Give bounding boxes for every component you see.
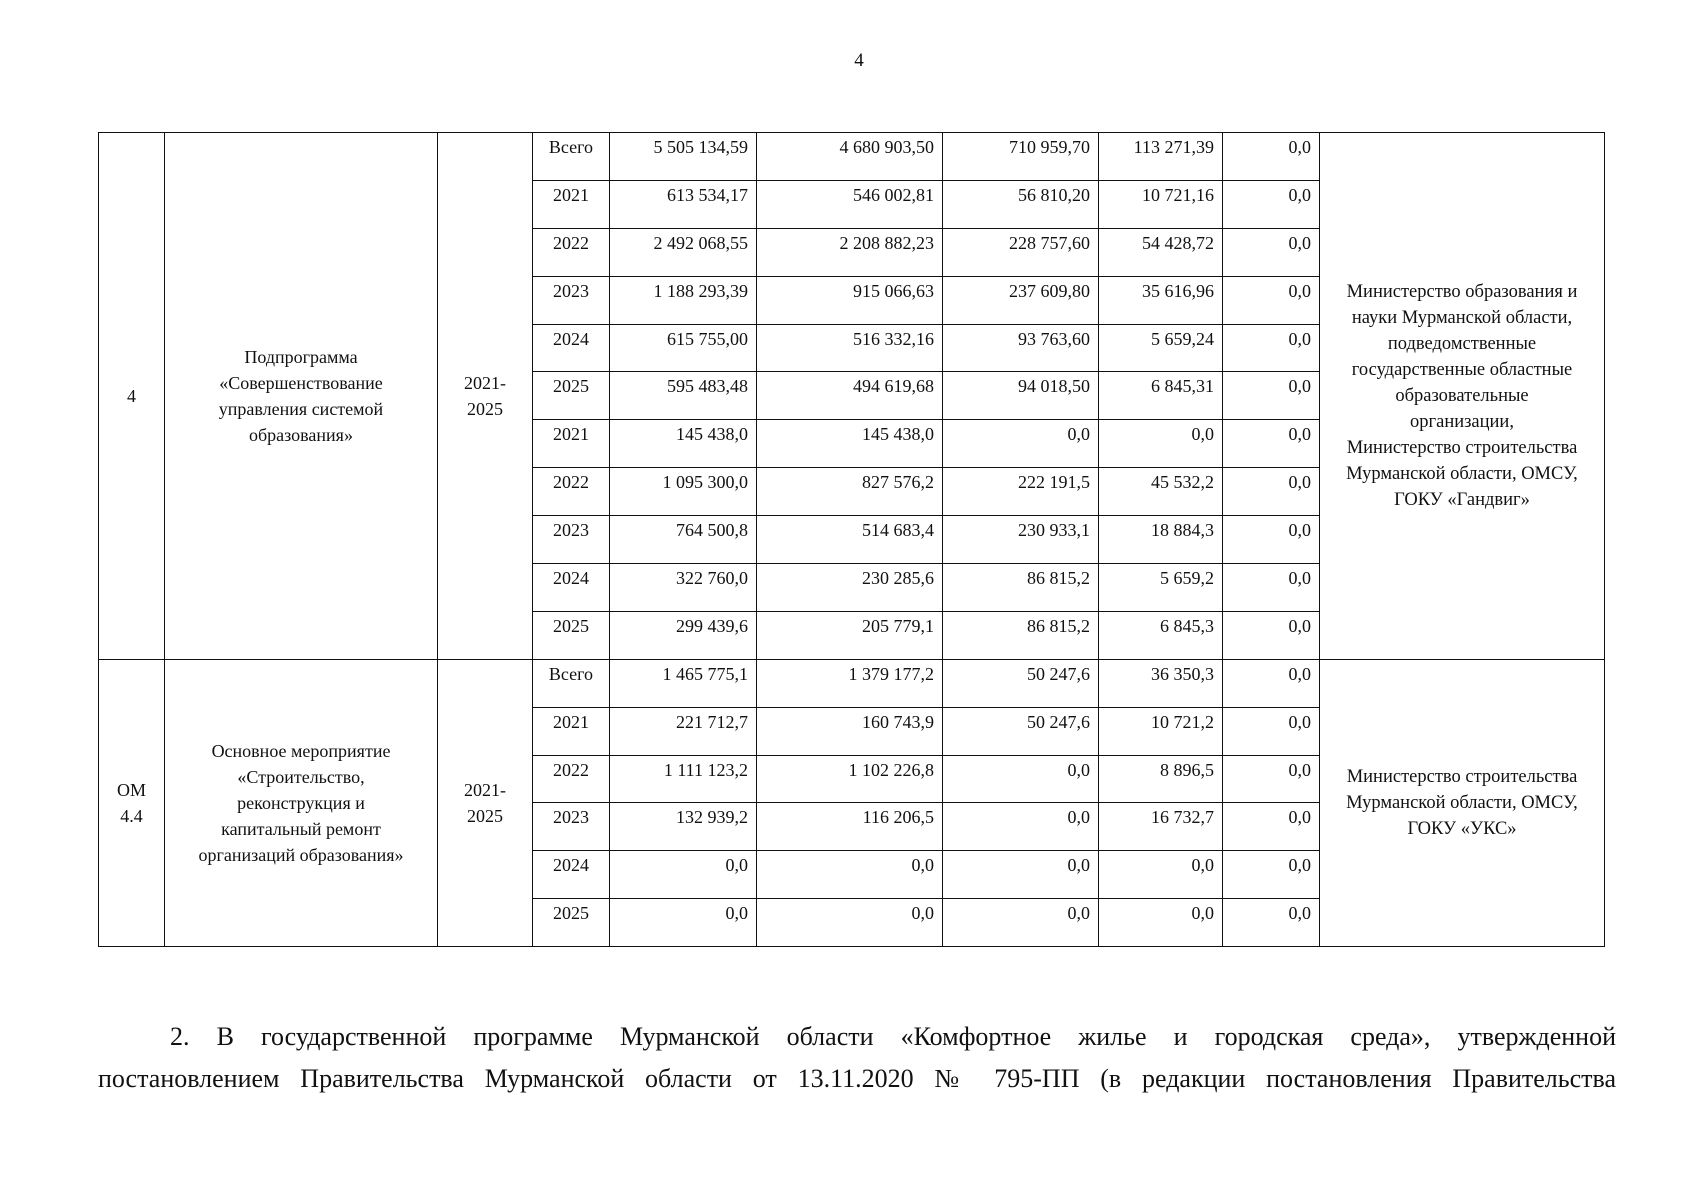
total-amount-cell: 764 500,8 bbox=[610, 516, 757, 564]
amount-cell: 0,0 bbox=[1223, 803, 1320, 851]
paragraph-line: постановлением Правительства Мурманской области от 13.11.2020 № 795-ПП (в редакции постановления Правительства bbox=[98, 1064, 1616, 1093]
amount-cell: 0,0 bbox=[1223, 180, 1320, 228]
total-amount-cell: 613 534,17 bbox=[610, 180, 757, 228]
amount-cell: 10 721,2 bbox=[1099, 707, 1223, 755]
amount-cell: 0,0 bbox=[1223, 372, 1320, 420]
amount-cell: 1 379 177,2 bbox=[757, 659, 943, 707]
year-cell: 2022 bbox=[533, 468, 610, 516]
amount-cell: 0,0 bbox=[1223, 851, 1320, 899]
amount-cell: 0,0 bbox=[943, 803, 1099, 851]
amount-cell: 16 732,7 bbox=[1099, 803, 1223, 851]
total-amount-cell: 299 439,6 bbox=[610, 611, 757, 659]
amount-cell: 10 721,16 bbox=[1099, 180, 1223, 228]
amount-cell: 86 815,2 bbox=[943, 611, 1099, 659]
amount-cell: 116 206,5 bbox=[757, 803, 943, 851]
year-cell: 2023 bbox=[533, 803, 610, 851]
total-amount-cell: 1 095 300,0 bbox=[610, 468, 757, 516]
amount-cell: 0,0 bbox=[1099, 851, 1223, 899]
body-paragraph bbox=[98, 1016, 1616, 1100]
year-cell: 2023 bbox=[533, 516, 610, 564]
executors-cell: Министерство образования и науки Мурманской области, подведомственные государственные областные образовательные организации, Министерство строительства Мурманской области, ОМСУ, ГОКУ «Гандвиг» bbox=[1320, 133, 1605, 660]
amount-cell: 0,0 bbox=[1223, 276, 1320, 324]
year-cell: Всего bbox=[533, 659, 610, 707]
year-cell: Всего bbox=[533, 133, 610, 181]
table-row bbox=[99, 659, 1605, 707]
amount-cell: 0,0 bbox=[1223, 564, 1320, 612]
amount-cell: 5 659,24 bbox=[1099, 324, 1223, 372]
amount-cell: 710 959,70 bbox=[943, 133, 1099, 181]
amount-cell: 0,0 bbox=[943, 755, 1099, 803]
amount-cell: 827 576,2 bbox=[757, 468, 943, 516]
total-amount-cell: 145 438,0 bbox=[610, 420, 757, 468]
amount-cell: 4 680 903,50 bbox=[757, 133, 943, 181]
amount-cell: 0,0 bbox=[1223, 659, 1320, 707]
amount-cell: 0,0 bbox=[1223, 133, 1320, 181]
program-name-cell: Подпрограмма «Совершенствование управления системой образования» bbox=[165, 133, 438, 660]
total-amount-cell: 2 492 068,55 bbox=[610, 228, 757, 276]
amount-cell: 514 683,4 bbox=[757, 516, 943, 564]
total-amount-cell: 132 939,2 bbox=[610, 803, 757, 851]
row-number-cell: ОМ 4.4 bbox=[99, 659, 165, 946]
amount-cell: 36 350,3 bbox=[1099, 659, 1223, 707]
amount-cell: 50 247,6 bbox=[943, 659, 1099, 707]
amount-cell: 516 332,16 bbox=[757, 324, 943, 372]
amount-cell: 0,0 bbox=[1099, 420, 1223, 468]
amount-cell: 222 191,5 bbox=[943, 468, 1099, 516]
amount-cell: 5 659,2 bbox=[1099, 564, 1223, 612]
year-cell: 2024 bbox=[533, 324, 610, 372]
amount-cell: 915 066,63 bbox=[757, 276, 943, 324]
year-cell: 2023 bbox=[533, 276, 610, 324]
amount-cell: 0,0 bbox=[1223, 420, 1320, 468]
year-cell: 2024 bbox=[533, 851, 610, 899]
total-amount-cell: 1 465 775,1 bbox=[610, 659, 757, 707]
amount-cell: 6 845,3 bbox=[1099, 611, 1223, 659]
year-cell: 2025 bbox=[533, 611, 610, 659]
total-amount-cell: 322 760,0 bbox=[610, 564, 757, 612]
period-cell: 2021- 2025 bbox=[438, 133, 533, 660]
amount-cell: 35 616,96 bbox=[1099, 276, 1223, 324]
amount-cell: 145 438,0 bbox=[757, 420, 943, 468]
total-amount-cell: 615 755,00 bbox=[610, 324, 757, 372]
amount-cell: 1 102 226,8 bbox=[757, 755, 943, 803]
amount-cell: 0,0 bbox=[1223, 516, 1320, 564]
executors-cell: Министерство строительства Мурманской области, ОМСУ, ГОКУ «УКС» bbox=[1320, 659, 1605, 946]
year-cell: 2021 bbox=[533, 707, 610, 755]
amount-cell: 0,0 bbox=[1223, 899, 1320, 947]
amount-cell: 0,0 bbox=[943, 420, 1099, 468]
total-amount-cell: 1 188 293,39 bbox=[610, 276, 757, 324]
amount-cell: 230 285,6 bbox=[757, 564, 943, 612]
amount-cell: 205 779,1 bbox=[757, 611, 943, 659]
total-amount-cell: 1 111 123,2 bbox=[610, 755, 757, 803]
program-name-cell: Основное мероприятие «Строительство, реконструкция и капитальный ремонт организаций образования» bbox=[165, 659, 438, 946]
amount-cell: 230 933,1 bbox=[943, 516, 1099, 564]
amount-cell: 0,0 bbox=[1223, 755, 1320, 803]
paragraph-line: 2. В государственной программе Мурманской области «Комфортное жилье и городская среда», утвержденной bbox=[170, 1022, 1616, 1051]
amount-cell: 56 810,20 bbox=[943, 180, 1099, 228]
amount-cell: 0,0 bbox=[757, 899, 943, 947]
amount-cell: 113 271,39 bbox=[1099, 133, 1223, 181]
amount-cell: 160 743,9 bbox=[757, 707, 943, 755]
year-cell: 2022 bbox=[533, 228, 610, 276]
row-number-cell: 4 bbox=[99, 133, 165, 660]
amount-cell: 0,0 bbox=[757, 851, 943, 899]
amount-cell: 18 884,3 bbox=[1099, 516, 1223, 564]
total-amount-cell: 0,0 bbox=[610, 851, 757, 899]
amount-cell: 8 896,5 bbox=[1099, 755, 1223, 803]
amount-cell: 94 018,50 bbox=[943, 372, 1099, 420]
amount-cell: 0,0 bbox=[1099, 899, 1223, 947]
amount-cell: 0,0 bbox=[1223, 611, 1320, 659]
year-cell: 2022 bbox=[533, 755, 610, 803]
amount-cell: 0,0 bbox=[1223, 228, 1320, 276]
amount-cell: 54 428,72 bbox=[1099, 228, 1223, 276]
total-amount-cell: 0,0 bbox=[610, 899, 757, 947]
amount-cell: 0,0 bbox=[943, 899, 1099, 947]
year-cell: 2025 bbox=[533, 372, 610, 420]
amount-cell: 0,0 bbox=[1223, 468, 1320, 516]
table-row bbox=[99, 133, 1605, 181]
amount-cell: 0,0 bbox=[1223, 324, 1320, 372]
amount-cell: 93 763,60 bbox=[943, 324, 1099, 372]
year-cell: 2025 bbox=[533, 899, 610, 947]
year-cell: 2021 bbox=[533, 420, 610, 468]
amount-cell: 237 609,80 bbox=[943, 276, 1099, 324]
total-amount-cell: 221 712,7 bbox=[610, 707, 757, 755]
period-cell: 2021- 2025 bbox=[438, 659, 533, 946]
amount-cell: 50 247,6 bbox=[943, 707, 1099, 755]
amount-cell: 86 815,2 bbox=[943, 564, 1099, 612]
amount-cell: 228 757,60 bbox=[943, 228, 1099, 276]
amount-cell: 2 208 882,23 bbox=[757, 228, 943, 276]
amount-cell: 45 532,2 bbox=[1099, 468, 1223, 516]
amount-cell: 546 002,81 bbox=[757, 180, 943, 228]
budget-table bbox=[98, 132, 1605, 947]
amount-cell: 0,0 bbox=[943, 851, 1099, 899]
year-cell: 2021 bbox=[533, 180, 610, 228]
year-cell: 2024 bbox=[533, 564, 610, 612]
amount-cell: 6 845,31 bbox=[1099, 372, 1223, 420]
total-amount-cell: 5 505 134,59 bbox=[610, 133, 757, 181]
page-number: 4 bbox=[854, 50, 864, 71]
total-amount-cell: 595 483,48 bbox=[610, 372, 757, 420]
amount-cell: 494 619,68 bbox=[757, 372, 943, 420]
amount-cell: 0,0 bbox=[1223, 707, 1320, 755]
